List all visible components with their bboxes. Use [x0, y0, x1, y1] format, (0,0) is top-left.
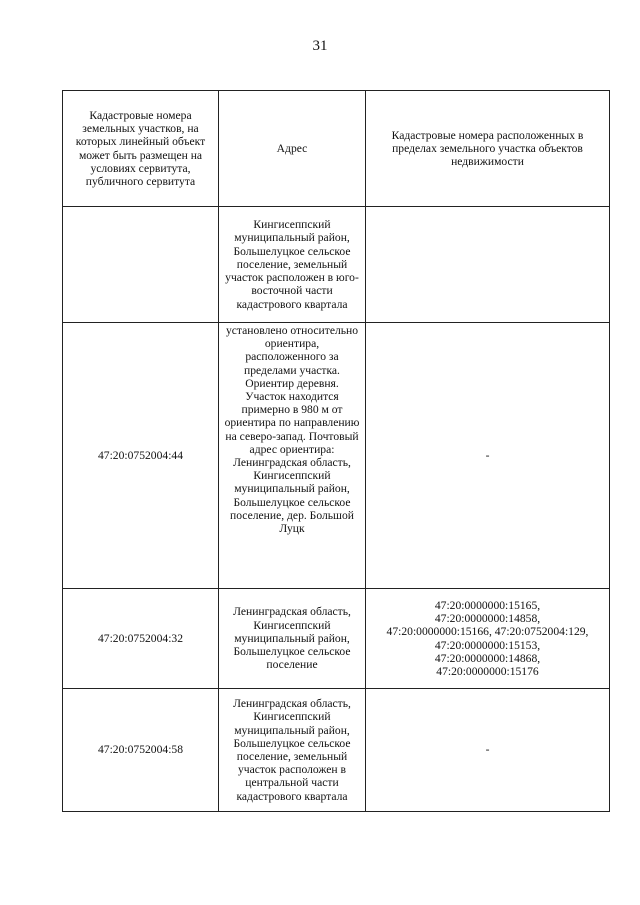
objects-cell: 47:20:0000000:15165, 47:20:0000000:14858, 47:20:0000000:15166, 47:20:0752004:129, 47:20:0000000:15153, 47:20:0000000:14868, 47:20:0000000:15176 — [366, 589, 610, 689]
cadastral-number-cell — [63, 207, 219, 323]
table-row — [63, 207, 610, 323]
objects-cell: - — [366, 689, 610, 812]
cadastral-table — [62, 90, 610, 812]
address-cell: Ленинградская область, Кингисеппский муниципальный район, Большелуцкое сельское поселение, земельный участок расположен в центральной части кадастрового квартала — [219, 689, 366, 812]
cadastral-number-cell: 47:20:0752004:32 — [63, 589, 219, 689]
header-cadastral-numbers: Кадастровые номера земельных участков, на которых линейный объект может быть размещен на условиях сервитута, публичного сервитута — [63, 91, 219, 207]
header-address: Адрес — [219, 91, 366, 207]
objects-cell: - — [366, 323, 610, 589]
objects-cell — [366, 207, 610, 323]
table-row — [63, 589, 610, 689]
cadastral-number-cell: 47:20:0752004:58 — [63, 689, 219, 812]
table-row — [63, 323, 610, 589]
address-cell: Ленинградская область, Кингисеппский муниципальный район, Большелуцкое сельское поселение — [219, 589, 366, 689]
table-row — [63, 689, 610, 812]
cadastral-number-cell: 47:20:0752004:44 — [63, 323, 219, 589]
address-cell: установлено относительно ориентира, расположенного за пределами участка. Ориентир деревня. Участок находится примерно в 980 м от ориентира по направлению на северо-запад. Почтовый адрес ориентира: Ленинградская область, Кингисеппский муниципальный район, Большелуцкое сельское поселение, дер. Большой Луцк — [219, 323, 366, 589]
header-real-estate-objects: Кадастровые номера расположенных в пределах земельного участка объектов недвижимости — [366, 91, 610, 207]
page-number: 31 — [312, 38, 328, 54]
table-header-row — [63, 91, 610, 207]
address-cell: Кингисеппский муниципальный район, Большелуцкое сельское поселение, земельный участок расположен в юго-восточной части кадастрового квартала — [219, 207, 366, 323]
